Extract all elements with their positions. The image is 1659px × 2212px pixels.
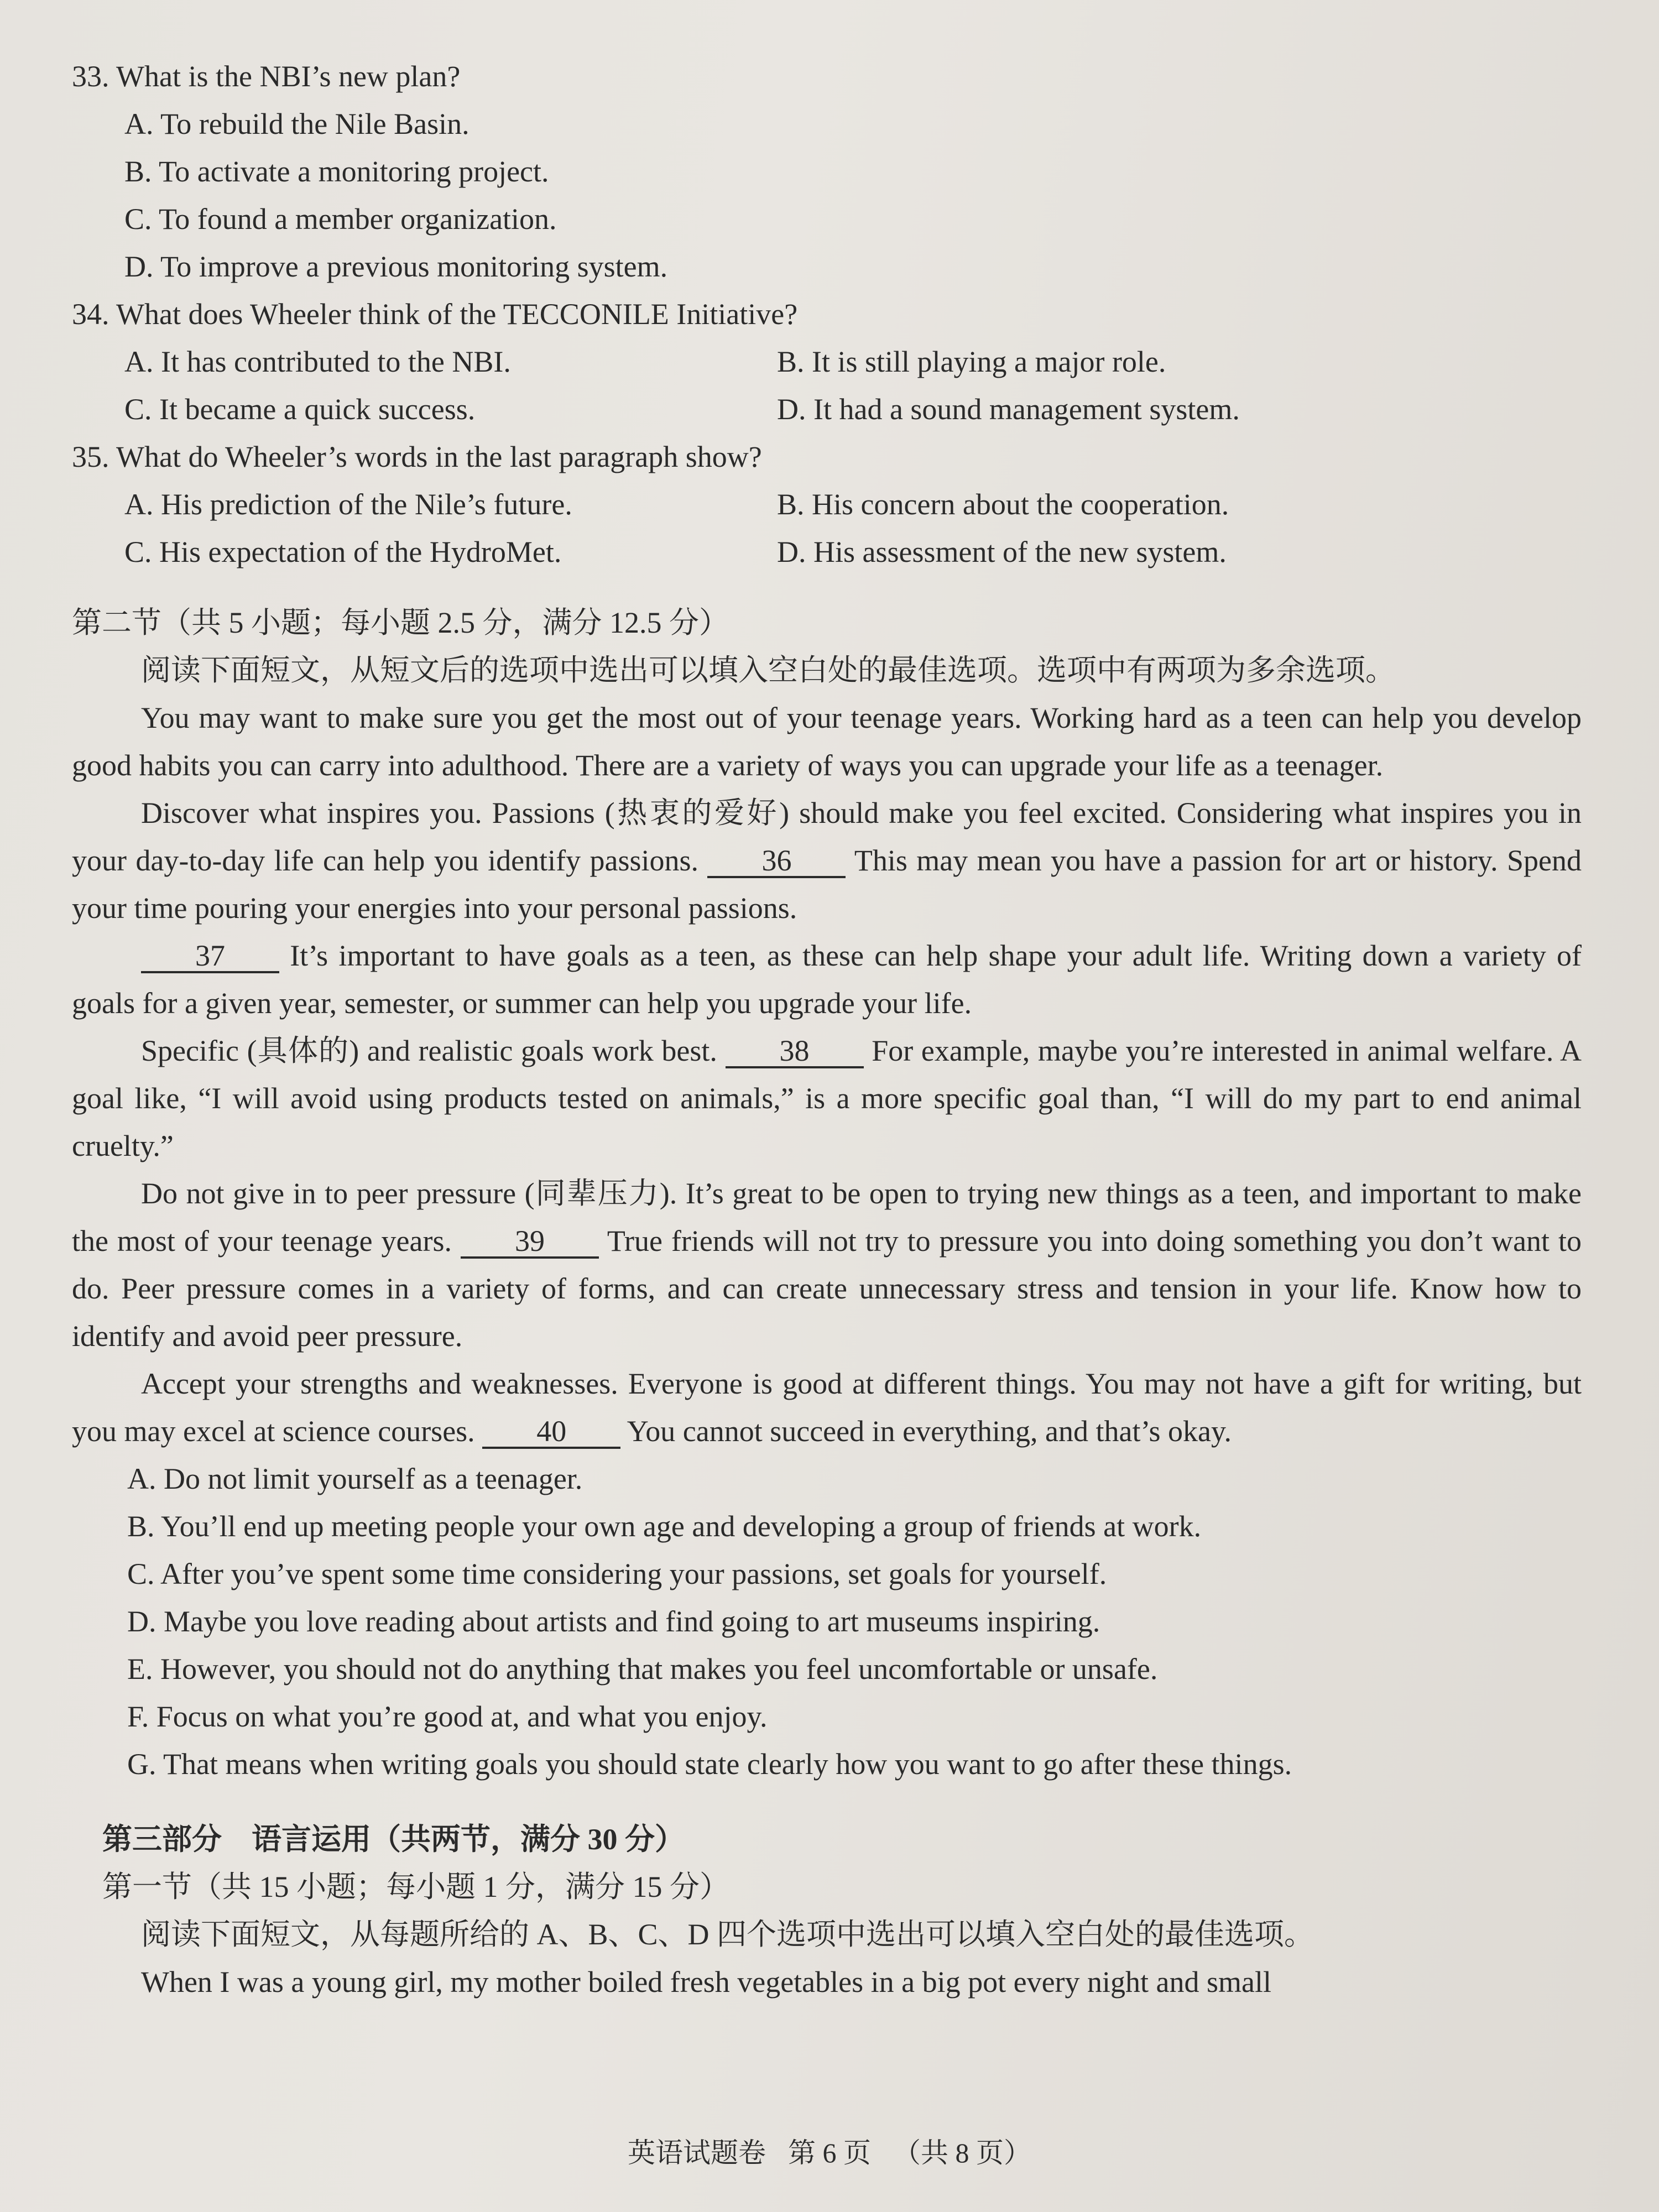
choice-b: B. You’ll end up meeting people your own age and developing a group of friends at work.: [127, 1510, 1202, 1543]
page-total: （共 8 页）: [893, 2137, 1031, 2168]
blank-39: 39: [461, 1225, 599, 1259]
question-stem: 33. What is the NBI’s new plan?: [72, 60, 461, 93]
choice-f: F. Focus on what you’re good at, and what you enjoy.: [127, 1700, 768, 1733]
option-a: A. His prediction of the Nile’s future.: [124, 488, 572, 521]
paragraph-text: Discover what inspires you. Passions (热衷的爱好) should make you feel excited. Considering what inspires you in your day-to-day life can help you identify passions.: [72, 796, 1582, 877]
passage-paragraph-1: You may want to make sure you get the most out of your teenage years. Working hard as a teen can help you develop good habits you can carry into adulthood. There are a variety of ways you can upgrade your life as a teenager.: [72, 701, 1582, 782]
paragraph-text: It’s important to have goals as a teen, as these can help shape your adult life. Writing down a variety of goals for a given year, semester, or summer can help you upgrade your life.: [72, 939, 1582, 1020]
paragraph-text: For example, maybe you’re interested in animal welfare. A goal like, “I will avoid using products tested on animals,” is a more specific goal than, “I will do my part to end animal cruelty.”: [72, 1034, 1582, 1162]
option-b: B. It is still playing a major role.: [777, 345, 1166, 378]
passage-paragraph-4: [72, 1027, 1582, 1170]
choice-c: C. After you’ve spent some time considering your passions, set goals for yourself.: [127, 1557, 1107, 1590]
paper-title: 英语试题卷: [628, 2137, 766, 2168]
part-3-subheading: 第一节（共 15 小题；每小题 1 分，满分 15 分）: [102, 1870, 729, 1903]
option-c: C. It became a quick success.: [124, 393, 476, 426]
section-2-instruction: 阅读下面短文，从短文后的选项中选出可以填入空白处的最佳选项。选项中有两项为多余选项。: [141, 654, 1395, 687]
option-row: [72, 338, 1582, 385]
choice-g: G. That means when writing goals you should state clearly how you want to go after these things.: [127, 1747, 1292, 1781]
answer-choices: [127, 1455, 1582, 1788]
question-stem: 34. What does Wheeler think of the TECCONILE Initiative?: [72, 298, 798, 331]
paragraph-text: Specific (具体的) and realistic goals work best.: [141, 1034, 717, 1067]
question-34: [72, 290, 1582, 433]
section-2-heading: 第二节（共 5 小题；每小题 2.5 分，满分 12.5 分）: [72, 606, 729, 639]
part-3-heading: 第三部分 语言运用（共两节，满分 30 分）: [102, 1823, 685, 1856]
cloze-passage-start: When I was a young girl, my mother boiled fresh vegetables in a big pot every night and small: [141, 1965, 1271, 1999]
passage-paragraph-5: [72, 1170, 1582, 1360]
paragraph-text: Accept your strengths and weaknesses. Everyone is good at different things. You may not have a gift for writing, but you may excel at science courses.: [72, 1367, 1582, 1448]
passage-paragraph-6: [72, 1360, 1582, 1455]
option-b: B. His concern about the cooperation.: [777, 488, 1229, 521]
option-row: [72, 528, 1582, 576]
option-a: A. To rebuild the Nile Basin.: [124, 107, 469, 140]
option-c: C. To found a member organization.: [124, 202, 557, 236]
blank-37: 37: [141, 940, 279, 973]
choice-a: A. Do not limit yourself as a teenager.: [127, 1462, 583, 1495]
paragraph-text: True friends will not try to pressure you into doing something you don’t want to do. Peer pressure comes in a variety of forms, and can create unnecessary stress and tension in your life. Know how to identify and avoid peer pressure.: [72, 1224, 1582, 1353]
paragraph-text: Do not give in to peer pressure (同辈压力). It’s great to be open to trying new things as a teen, and important to make the most of your teenage years.: [72, 1177, 1582, 1258]
paragraph-text: This may mean you have a passion for art or history. Spend your time pouring your energies into your personal passions.: [72, 844, 1582, 925]
option-d: D. His assessment of the new system.: [777, 535, 1227, 568]
passage-paragraph-2: [72, 789, 1582, 932]
option-row: [72, 481, 1582, 528]
option-d: D. It had a sound management system.: [777, 393, 1240, 426]
choice-d: D. Maybe you love reading about artists and find going to art museums inspiring.: [127, 1605, 1100, 1638]
question-33: [72, 53, 1582, 290]
choice-e: E. However, you should not do anything that makes you feel uncomfortable or unsafe.: [127, 1652, 1158, 1686]
blank-38: 38: [726, 1035, 864, 1068]
part-3-instruction: 阅读下面短文，从每题所给的 A、B、C、D 四个选项中选出可以填入空白处的最佳选项。: [141, 1918, 1314, 1951]
blank-36: 36: [707, 845, 846, 878]
passage-paragraph-3: [72, 932, 1582, 1027]
question-stem: 35. What do Wheeler’s words in the last paragraph show?: [72, 440, 762, 473]
question-35: [72, 433, 1582, 576]
page-footer: [0, 2129, 1659, 2177]
option-c: C. His expectation of the HydroMet.: [124, 535, 562, 568]
option-d: D. To improve a previous monitoring system.: [124, 250, 668, 283]
page-number: 第 6 页: [788, 2137, 871, 2168]
option-b: B. To activate a monitoring project.: [124, 155, 549, 188]
option-a: A. It has contributed to the NBI.: [124, 345, 511, 378]
option-row: [72, 385, 1582, 433]
blank-40: 40: [482, 1416, 620, 1449]
paragraph-text: You cannot succeed in everything, and that’s okay.: [627, 1415, 1232, 1448]
